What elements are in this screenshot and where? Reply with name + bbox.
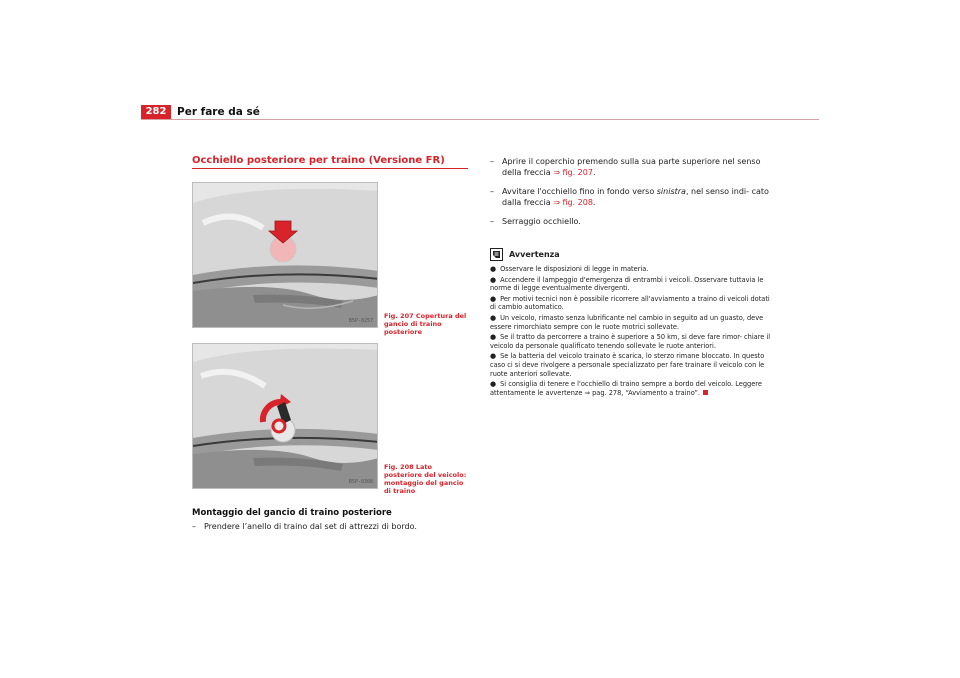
- mounting-step: [192, 521, 494, 532]
- dash-symbol: –: [490, 187, 494, 196]
- dash-symbol: –: [490, 217, 494, 226]
- step-text: Serraggio occhiello.: [502, 217, 581, 226]
- header-rule: [141, 119, 819, 120]
- dash-symbol: –: [192, 522, 196, 531]
- warning-item: [490, 314, 775, 331]
- section-rule: [192, 168, 468, 169]
- figure-link[interactable]: fig. 208: [562, 198, 593, 207]
- dash-symbol: –: [490, 157, 494, 166]
- bullet-icon: ●: [490, 313, 497, 322]
- step-text: , nel senso indi- cato dalla freccia: [502, 187, 769, 207]
- bullet-icon: ●: [490, 294, 497, 303]
- page-number: 282: [141, 105, 171, 119]
- warning-item: [490, 380, 775, 397]
- steps-list: [490, 156, 775, 227]
- bullet-icon: ●: [490, 352, 497, 361]
- warning-header: [490, 248, 775, 261]
- step-item: [490, 156, 775, 178]
- figure-208-image: [192, 343, 378, 489]
- figure-207-image: [192, 182, 378, 328]
- bullet-icon: ●: [490, 265, 497, 273]
- warning-note-icon: [490, 248, 503, 261]
- warning-text: Se il tratto da percorrere a traino è superiore a 50 km, si deve fare rimor- chiare il veicolo da personale qualificato tenendo sollevate le ruote anteriori.: [490, 333, 771, 350]
- warning-item: [490, 352, 775, 378]
- bullet-icon: ●: [490, 275, 497, 284]
- warning-text: Osservare le disposizioni di legge in materia.: [500, 265, 649, 273]
- warning-text: Si consiglia di tenere e l'occhiello di traino sempre a bordo del veicolo. Leggere attentamente le avvertenze ⇒ pag. 278, “Avviamento a traino”.: [490, 380, 762, 397]
- bullet-icon: ●: [490, 333, 497, 342]
- warning-text: Accendere il lampeggio d'emergenza di entrambi i veicoli. Osservare tuttavia le norme di legge eventualmente divergenti.: [490, 275, 764, 293]
- warning-item: [490, 276, 775, 293]
- warning-box: [490, 248, 775, 399]
- bullet-icon: ●: [490, 380, 497, 389]
- step-text: Aprire il coperchio premendo sulla sua parte superiore nel senso della freccia: [502, 157, 761, 177]
- warning-item: [490, 333, 775, 350]
- figure-link[interactable]: fig. 207: [562, 168, 593, 177]
- warning-text: Per motivi tecnici non è possibile ricorrere all'avviamento a traino di veicoli dotati di cambio automatico.: [490, 294, 770, 312]
- step-italic: sinistra: [656, 187, 686, 196]
- step-item: [490, 216, 775, 227]
- step-text: Avvitare l'occhiello fino in fondo verso: [502, 187, 657, 196]
- warning-item: [490, 265, 775, 274]
- step-item: [490, 186, 775, 208]
- mounting-heading: Montaggio del gancio di traino posteriore: [192, 508, 392, 518]
- warning-title: Avvertenza: [509, 250, 560, 259]
- warning-text: Se la batteria del veicolo trainato è scarica, lo sterzo rimane bloccato. In questo caso ci si deve rivolgere a personale specializzato per fare trainare il veicolo con le ruote anteriori sollevate.: [490, 352, 765, 378]
- arrow-symbol: ⇒: [553, 198, 560, 207]
- warning-text: Un veicolo, rimasto senza lubrificante nel cambio in seguito ad un guasto, deve essere rimorchiato sempre con le ruote motrici sollevate.: [490, 313, 764, 331]
- step-text: Prendere l’anello di traino dal set di attrezzi di bordo.: [204, 522, 417, 531]
- tow-eye-illustration: [193, 344, 378, 489]
- figure-207-caption: Fig. 207 Copertura del gancio di traino posteriore: [384, 312, 467, 336]
- section-title: Occhiello posteriore per traino (Versione FR): [192, 155, 445, 166]
- running-title: Per fare da sé: [177, 106, 260, 118]
- end-of-section-icon: [703, 390, 708, 395]
- figure-208-caption: Fig. 208 Lato posteriore del veicolo: montaggio del gancio di traino: [384, 463, 467, 495]
- step-punct: .: [592, 198, 596, 207]
- figure-code: B5P-0257: [348, 318, 373, 324]
- step-punct: .: [592, 168, 596, 177]
- warning-item: [490, 295, 775, 312]
- bumper-illustration: [193, 183, 378, 328]
- arrow-symbol: ⇒: [553, 168, 560, 177]
- figure-code: B5P-0308: [348, 479, 373, 485]
